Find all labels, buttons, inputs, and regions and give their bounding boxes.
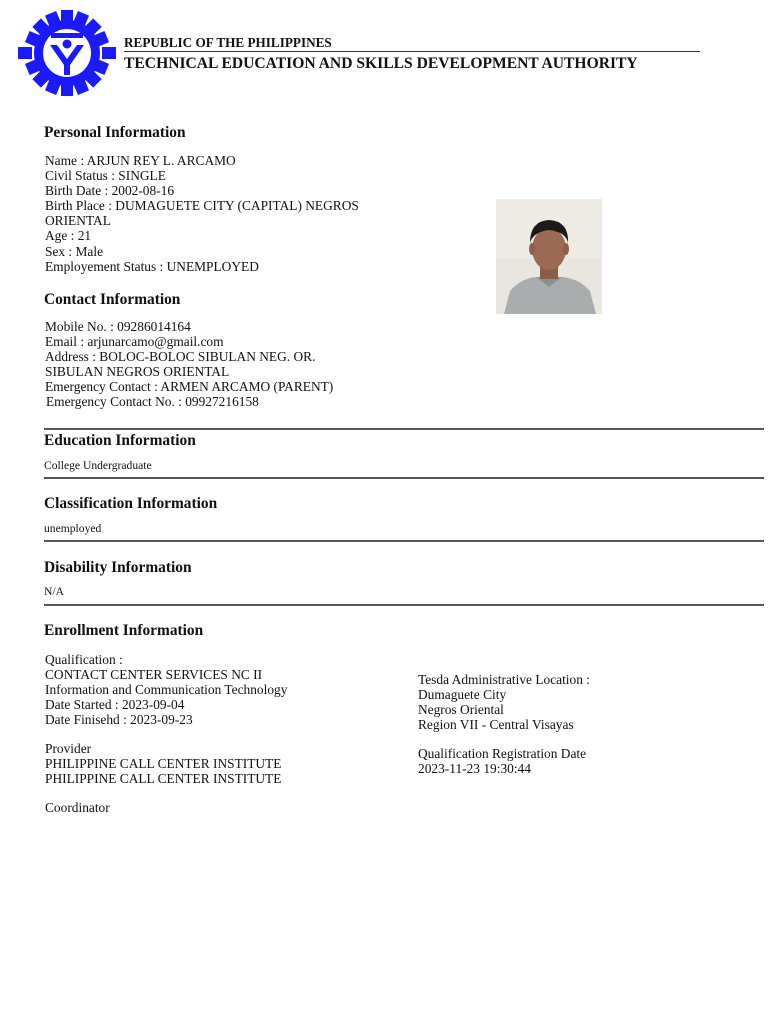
coordinator-label: Coordinator [45, 800, 110, 815]
emergency-contact-field: Emergency Contact : ARMEN ARCAMO (PARENT) [45, 379, 334, 394]
qualification-label: Qualification : [45, 652, 123, 667]
sector-value: Information and Communication Technology [45, 682, 288, 697]
emergency-contact-no-field: Emergency Contact No. : 09927216158 [46, 394, 259, 409]
disability-info-title: Disability Information [44, 559, 192, 576]
personal-info-title: Personal Information [44, 124, 186, 141]
date-started-field: Date Started : 2023-09-04 [45, 697, 185, 712]
qualification-value: CONTACT CENTER SERVICES NC II [45, 667, 263, 682]
applicant-photo [496, 199, 602, 314]
disability-value: N/A [44, 585, 64, 598]
name-field: Name : ARJUN REY L. ARCAMO [45, 153, 236, 168]
provider-value: PHILIPPINE CALL CENTER INSTITUTE [45, 756, 282, 771]
birth-date-field: Birth Date : 2002-08-16 [45, 183, 175, 198]
birth-place-field-cont: ORIENTAL [45, 213, 111, 228]
birth-place-field: Birth Place : DUMAGUETE CITY (CAPITAL) NEGROS [45, 198, 359, 213]
divider [44, 428, 764, 430]
email-field: Email : arjunarcamo@gmail.com [45, 334, 224, 349]
education-value: College Undergraduate [44, 459, 152, 472]
classification-value: unemployed [44, 522, 102, 535]
location-province: Negros Oriental [418, 702, 504, 717]
contact-info-title: Contact Information [44, 291, 181, 308]
civil-status-field: Civil Status : SINGLE [45, 168, 166, 183]
mobile-field: Mobile No. : 09286014164 [45, 319, 191, 334]
education-info-title: Education Information [44, 432, 196, 449]
provider-value: PHILIPPINE CALL CENTER INSTITUTE [45, 771, 282, 786]
address-field: Address : BOLOC-BOLOC SIBULAN NEG. OR. [45, 349, 316, 364]
classification-info-title: Classification Information [44, 495, 218, 512]
registration-date-label: Qualification Registration Date [418, 746, 587, 761]
address-field-cont: SIBULAN NEGROS ORIENTAL [45, 364, 230, 379]
provider-label: Provider [45, 741, 92, 756]
personal-info-block [45, 153, 485, 283]
location-label: Tesda Administrative Location : [418, 672, 590, 687]
header-republic: REPUBLIC OF THE PHILIPPINES [124, 35, 332, 50]
divider [44, 540, 764, 542]
age-field: Age : 21 [45, 228, 92, 243]
header-agency: TECHNICAL EDUCATION AND SKILLS DEVELOPMENT AUTHORITY [124, 55, 638, 72]
location-city: Dumaguete City [418, 687, 507, 702]
registration-date-value: 2023-11-23 19:30:44 [418, 761, 531, 776]
enrollment-right-column [418, 672, 758, 782]
sex-field: Sex : Male [45, 244, 104, 259]
employment-status-field: Employement Status : UNEMPLOYED [45, 259, 259, 274]
contact-info-block [45, 319, 485, 419]
location-region: Region VII - Central Visayas [418, 717, 574, 732]
date-finished-field: Date Finisehd : 2023-09-23 [45, 712, 193, 727]
header-divider [124, 51, 700, 52]
enrollment-info-title: Enrollment Information [44, 622, 204, 639]
divider [44, 604, 764, 606]
divider [44, 477, 764, 479]
tesda-logo [12, 7, 122, 99]
enrollment-left-column [45, 652, 405, 822]
